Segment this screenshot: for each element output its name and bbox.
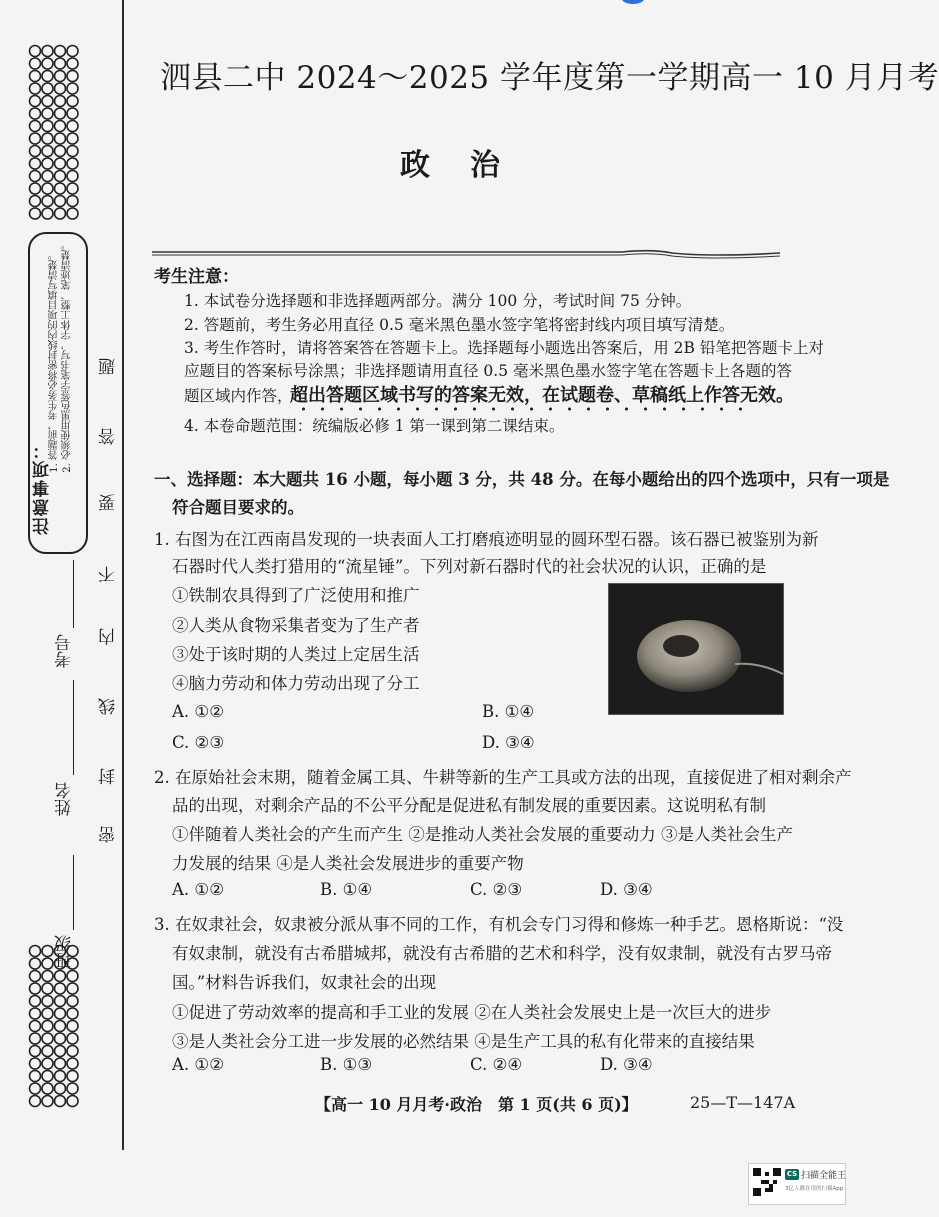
q3-items-1: ①促进了劳动效率的提高和手工业的发展 ②在人类社会发展史上是一次巨大的进步 <box>172 1003 772 1022</box>
binding-hole <box>55 1083 66 1094</box>
binding-hole <box>30 58 41 69</box>
binding-hole <box>55 171 66 182</box>
binding-hole <box>30 171 41 182</box>
binding-hole <box>55 1008 66 1019</box>
note-3: 3. 考生作答时，请将答案答在答题卡上。选择题每小题选出答案后，用 2B 铅笔把答题卡上对 <box>184 339 824 357</box>
exam-title: 泗县二中 2024～2025 学年度第一学期高一 10 月月考 <box>160 60 939 96</box>
header-rule <box>152 250 780 258</box>
section-heading-cont: 符合题目要求的。 <box>172 498 304 517</box>
seal-char: 密 <box>99 826 119 843</box>
paper-code: 25—T—147A <box>690 1093 796 1112</box>
binding-hole <box>55 58 66 69</box>
binding-hole <box>55 1096 66 1107</box>
name-line <box>73 680 74 775</box>
qr-code-icon <box>753 1168 781 1196</box>
q3-option-c[interactable]: C. ②④ <box>470 1055 523 1074</box>
binding-hole <box>67 1058 78 1069</box>
binding-holes-top <box>28 44 80 224</box>
binding-hole <box>55 46 66 57</box>
binding-hole <box>30 1071 41 1082</box>
note-2: 2. 答题前，考生务必用直径 0.5 毫米黑色墨水签字笔将密封线内项目填写清楚。 <box>184 316 735 334</box>
binding-hole <box>42 83 53 94</box>
binding-hole <box>42 1008 53 1019</box>
binding-hole <box>67 58 78 69</box>
scanner-tagline: 3亿人都在用的扫描App <box>785 1186 844 1192</box>
notice-line-1: 1. 答题前，考生务必将密封线内的项目填写清楚。 <box>49 250 60 473</box>
binding-hole <box>67 1046 78 1057</box>
binding-hole <box>67 983 78 994</box>
binding-hole <box>67 1071 78 1082</box>
binding-hole <box>42 1033 53 1044</box>
binding-hole <box>55 1021 66 1032</box>
binding-hole <box>42 983 53 994</box>
binding-hole <box>42 183 53 194</box>
binding-hole <box>55 183 66 194</box>
binding-hole <box>30 983 41 994</box>
seal-char: 内 <box>99 628 119 645</box>
class-line <box>73 855 74 930</box>
binding-hole <box>30 146 41 157</box>
seal-char: 线 <box>99 698 119 715</box>
binding-hole <box>42 121 53 132</box>
binding-hole <box>67 1033 78 1044</box>
note-3-end: 题区域内作答， <box>184 387 293 405</box>
binding-hole <box>67 158 78 169</box>
binding-hole <box>42 1046 53 1057</box>
binding-hole <box>55 83 66 94</box>
binding-hole <box>67 208 78 219</box>
binding-hole <box>67 196 78 207</box>
binding-hole <box>42 208 53 219</box>
q2-stem-1: 2. 在原始社会末期，随着金属工具、牛耕等新的生产工具或方法的出现，直接促进了相对剩余产 <box>154 768 852 787</box>
binding-line <box>122 0 124 1150</box>
binding-hole <box>42 1058 53 1069</box>
q1-item-3: ③处于该时期的人类过上定居生活 <box>172 645 420 664</box>
class-label: 班级 <box>55 935 75 969</box>
binding-hole <box>30 183 41 194</box>
binding-hole <box>67 71 78 82</box>
binding-hole <box>30 121 41 132</box>
binding-hole <box>30 996 41 1007</box>
binding-hole <box>42 1071 53 1082</box>
q1-option-c[interactable]: C. ②③ <box>172 733 225 752</box>
binding-hole <box>42 196 53 207</box>
binding-hole <box>55 1071 66 1082</box>
binding-hole <box>30 46 41 57</box>
binding-hole <box>30 1058 41 1069</box>
binding-hole <box>55 96 66 107</box>
number-label: 考号 <box>55 634 75 668</box>
binding-hole <box>42 71 53 82</box>
binding-hole <box>55 121 66 132</box>
binding-hole <box>67 146 78 157</box>
q2-stem-2: 品的出现，对剩余产品的不公平分配是促进私有制发展的重要因素。这说明私有制 <box>172 796 766 815</box>
seal-char: 要 <box>99 494 119 511</box>
binding-hole <box>67 133 78 144</box>
notice-title: 注意事项： <box>33 440 53 535</box>
seal-char: 不 <box>99 566 119 583</box>
q2-items-2: 力发展的结果 ④是人类社会发展进步的重要产物 <box>172 854 524 873</box>
binding-hole <box>67 1008 78 1019</box>
binding-hole <box>30 1096 41 1107</box>
binding-hole <box>42 996 53 1007</box>
binding-hole <box>55 146 66 157</box>
binding-hole <box>42 133 53 144</box>
binding-hole <box>30 1083 41 1094</box>
binding-hole <box>55 208 66 219</box>
q3-items-2: ③是人类社会分工进一步发展的必然结果 ④是生产工具的私有化带来的直接结果 <box>172 1032 755 1051</box>
binding-hole <box>42 171 53 182</box>
binding-hole <box>55 971 66 982</box>
q3-stem-3: 国。”材料告诉我们，奴隶社会的出现 <box>172 973 437 992</box>
binding-hole <box>55 1058 66 1069</box>
notice-line-2: 2. 必须使用黑色签字笔书写，字体工整、笔迹清楚。 <box>62 240 73 473</box>
binding-hole <box>67 83 78 94</box>
binding-hole <box>30 108 41 119</box>
binding-hole <box>30 208 41 219</box>
binding-hole <box>30 1008 41 1019</box>
q1-item-1: ①铁制农具得到了广泛使用和推广 <box>172 586 420 605</box>
q2-option-c[interactable]: C. ②③ <box>470 880 523 899</box>
name-field[interactable] <box>52 782 77 816</box>
binding-hole <box>55 108 66 119</box>
binding-hole <box>67 46 78 57</box>
binding-hole <box>55 983 66 994</box>
name-label: 姓名 <box>55 782 75 816</box>
cs-logo-icon: CS <box>786 1170 798 1178</box>
number-field[interactable] <box>52 634 77 668</box>
class-field[interactable] <box>52 935 77 969</box>
notice-lines <box>48 240 74 473</box>
q2-option-a[interactable]: A. ①② <box>172 880 224 899</box>
binding-hole <box>30 71 41 82</box>
binding-hole <box>42 158 53 169</box>
q2-items-1: ①伴随着人类社会的产生而产生 ②是推动人类社会发展的重要动力 ③是人类社会生产 <box>172 825 793 844</box>
scanner-watermark <box>748 1163 846 1205</box>
binding-hole <box>55 196 66 207</box>
binding-hole <box>30 946 41 957</box>
binding-hole <box>42 146 53 157</box>
binding-hole <box>42 971 53 982</box>
note-1: 1. 本试卷分选择题和非选择题两部分。满分 100 分，考试时间 75 分钟。 <box>184 292 692 310</box>
binding-hole <box>67 183 78 194</box>
q2-option-b[interactable]: B. ①④ <box>320 880 373 899</box>
notes-heading: 考生注意： <box>154 267 239 287</box>
scanner-app-name: 扫描全能王 <box>801 1171 847 1181</box>
binding-hole <box>30 958 41 969</box>
seal-char: 答 <box>99 428 119 445</box>
binding-hole <box>55 1046 66 1057</box>
q2-option-d[interactable]: D. ③④ <box>600 880 653 899</box>
binding-hole <box>55 71 66 82</box>
note-3-cont: 应题目的答案标号涂黑；非选择题请用直径 0.5 毫米黑色墨水签字笔在答题卡上各题的答 <box>184 362 793 380</box>
section-heading: 一、选择题：本大题共 16 小题，每小题 3 分，共 48 分。在每小题给出的四个选项中，只有一项是 <box>154 470 890 489</box>
binding-hole <box>42 46 53 57</box>
binding-hole <box>30 158 41 169</box>
binding-hole <box>55 133 66 144</box>
binding-hole <box>67 121 78 132</box>
q1-option-d[interactable]: D. ③④ <box>482 733 535 752</box>
q3-option-d[interactable]: D. ③④ <box>600 1055 653 1074</box>
seal-char: 封 <box>99 768 119 785</box>
q1-option-b[interactable]: B. ①④ <box>482 702 535 721</box>
binding-hole <box>42 96 53 107</box>
binding-hole <box>55 158 66 169</box>
subject-title: 政治 <box>400 148 540 183</box>
note-4: 4. 本卷命题范围：统编版必修 1 第一课到第二课结束。 <box>184 417 565 435</box>
binding-hole <box>55 1033 66 1044</box>
q1-stem-1: 1. 右图为在江西南昌发现的一块表面人工打磨痕迹明显的圆环型石器。该石器已被鉴别为新 <box>154 530 819 549</box>
q3-option-a[interactable]: A. ①② <box>172 1055 224 1074</box>
binding-hole <box>30 133 41 144</box>
binding-hole <box>67 96 78 107</box>
seal-char: 题 <box>99 358 119 375</box>
binding-hole <box>67 108 78 119</box>
binding-hole <box>67 1096 78 1107</box>
stone-artifact-photo <box>608 583 784 715</box>
binding-hole <box>30 1021 41 1032</box>
q3-stem-1: 3. 在奴隶社会，奴隶被分派从事不同的工作，有机会专门习得和修炼一种手艺。恩格斯说：“没 <box>154 915 844 934</box>
binding-hole <box>42 1083 53 1094</box>
binding-hole <box>67 171 78 182</box>
q1-item-4: ④脑力劳动和体力劳动出现了分工 <box>172 674 420 693</box>
binding-hole <box>30 96 41 107</box>
note-emphasis: 超出答题区域书写的答案无效，在试题卷、草稿纸上作答无效。 <box>290 385 794 406</box>
binding-hole <box>42 1021 53 1032</box>
binding-hole <box>30 971 41 982</box>
binding-hole <box>67 996 78 1007</box>
page-footer: 【高一 10 月月考·政治 第 1 页(共 6 页)】 <box>315 1095 638 1114</box>
binding-hole <box>30 1033 41 1044</box>
q3-stem-2: 有奴隶制，就没有古希腊城邦，就没有古希腊的艺术和科学，没有奴隶制，就没有古罗马帝 <box>172 944 832 963</box>
binding-hole <box>67 971 78 982</box>
binding-hole <box>42 108 53 119</box>
q1-item-2: ②人类从食物采集者变为了生产者 <box>172 616 420 635</box>
blue-mark <box>622 0 644 4</box>
binding-hole <box>67 1083 78 1094</box>
q3-option-b[interactable]: B. ①③ <box>320 1055 373 1074</box>
q1-option-a[interactable]: A. ①② <box>172 702 224 721</box>
emphasis-dots <box>294 407 754 411</box>
binding-hole <box>30 196 41 207</box>
binding-hole <box>67 1021 78 1032</box>
binding-hole <box>42 1096 53 1107</box>
binding-hole <box>55 996 66 1007</box>
binding-hole <box>30 1046 41 1057</box>
number-line <box>73 560 74 628</box>
binding-hole <box>30 83 41 94</box>
binding-hole <box>42 58 53 69</box>
q1-stem-2: 石器时代人类打猎用的“流星锤”。下列对新石器时代的社会状况的认识，正确的是 <box>172 557 767 576</box>
